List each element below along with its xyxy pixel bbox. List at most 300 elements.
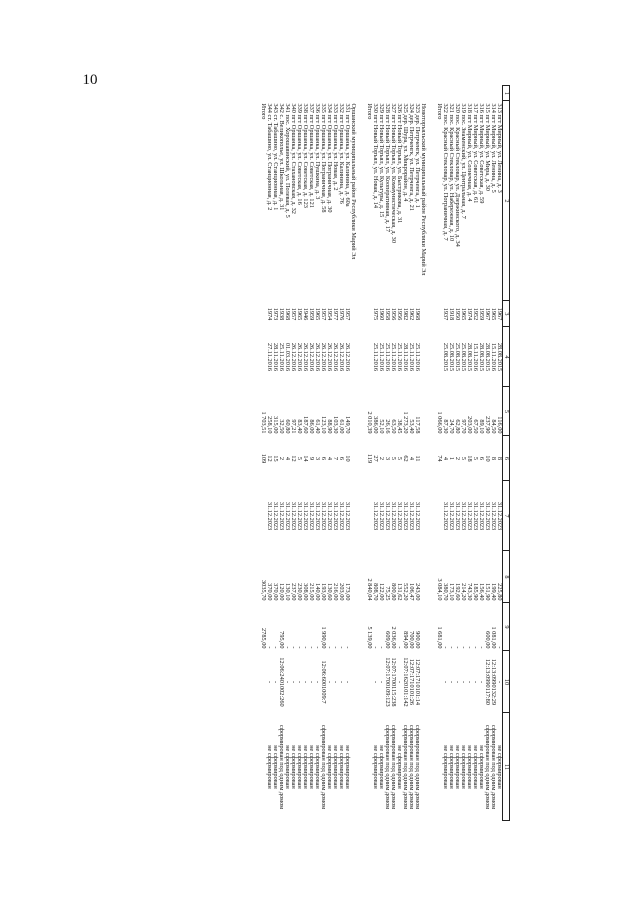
table-cell: 25.11.2016 [390,342,397,372]
table-cell: 743,30 [466,583,473,601]
table-cell: 3035,70 [260,580,267,601]
section-heading-row [420,86,432,821]
table-cell: не сформирован [472,745,479,789]
table-cell: 173,00 [344,583,351,601]
table-cell: 31.12.2023 [302,501,309,531]
table-cell: 1918 [448,307,455,321]
table-cell: 25.11.2016 [384,342,391,372]
table-cell: 120,00 [278,583,285,601]
table-cell: сформирован под одним домом [408,724,415,810]
table-cell: 216,00 [332,583,339,601]
table-cell: 600,00 [484,631,491,649]
table-cell: 319 пос. Знаменский, ул. Центральная, д. 7 [460,103,467,219]
column-number-header: 11 [503,713,510,821]
table-cell [372,86,378,101]
table-cell: 106,47 [408,583,415,601]
table-cell: 1 066,00 [436,411,443,434]
table-cell: 1967 [484,307,491,321]
table-cell: 1937 [442,307,449,321]
table-cell: - [344,646,351,649]
table-cell [490,86,496,101]
table-cell: 86,00 [308,419,315,434]
table-cell: не сформирован [290,745,297,789]
table-cell: 31.12.2023 [390,501,397,531]
table-cell [454,86,460,101]
table-cell [326,86,332,101]
table-cell: 1976 [338,307,345,321]
table-cell: 313 пгт Мирный, ул. Ленина, д. 3 [496,103,503,193]
table-cell [432,327,436,387]
table-cell: 27.11.2016 [266,342,273,372]
table-cell: 53,40 [408,419,415,434]
table-cell: 156,40 [478,583,485,601]
table-cell: 340 пгт Оршанка, ул. Стахановская, д. 32 [290,103,297,214]
table-cell: - [496,646,503,649]
table-cell: 31.12.2023 [478,501,485,531]
table-cell: 2 010,39 [366,411,373,434]
table-cell: 4 [442,456,449,461]
table-cell: 31.12.2023 [448,501,455,531]
table-cell [384,86,390,101]
table-cell: не сформирован [332,745,339,789]
table-cell: 87,30 [442,419,449,434]
table-cell: 131,62 [396,583,403,601]
table-cell [432,86,436,101]
table-cell: 199,40 [490,583,497,601]
table-cell: 117,58 [414,416,421,434]
table-cell: - [284,680,291,684]
table-cell: 5 139,00 [366,626,373,649]
table-cell: - [460,680,467,684]
table-cell: 52,10 [378,419,385,434]
table-cell: сформирован под одним домом [390,724,397,810]
table-cell: 28.08.2015 [466,342,473,372]
table-cell: 308,00 [302,583,309,601]
table-cell: 323 дер. Петрченгк, ул. Петрченга, д. 1 [414,103,421,208]
table-cell: 28.08.2015 [484,342,491,372]
table-cell: 32,50 [278,419,285,434]
page-number: 10 [82,72,98,88]
table-cell: 1965 [460,307,467,321]
table-cell: 5 [396,456,403,461]
table-cell: 61,00 [338,419,345,434]
table-cell: 31.12.2023 [490,501,497,531]
table-cell: 31.12.2023 [384,501,391,531]
table-cell [362,86,366,101]
table-cell [338,86,344,101]
table-cell: 5 [472,456,479,461]
table-cell: 2 840,04 [366,578,373,601]
table-cell: 3 084,10 [436,578,443,601]
table-cell: 63,50 [390,419,397,434]
table-cell: - [302,680,309,684]
table-cell: 8 [490,456,497,461]
table-cell: 62 [402,455,409,462]
table-cell: 800,80 [390,583,397,601]
table-cell: сформирован под одним домом [320,724,327,810]
table-cell: Оршанский муниципальный район Республики Марий Эл [350,103,357,260]
table-cell: 1965 [490,307,497,321]
table-cell: 75,25 [384,586,391,601]
table-cell [420,436,432,481]
table-cell: 894,00 [402,631,409,649]
table-cell: 1982 [402,307,409,321]
table-cell: 243,00 [414,583,421,601]
table-cell: - [496,680,503,684]
table-cell [414,86,420,101]
table-cell: не сформирован [478,745,485,789]
table-cell: 258,10 [266,416,273,434]
table-cell [484,86,490,101]
table-cell: 74 [436,455,443,462]
table-cell: - [472,680,479,684]
table-cell: 318 пгт Мирный, ул. Солнечная, д. 4 [466,103,473,202]
table-cell: 808,70 [372,583,379,601]
table-cell: 31.12.2023 [290,501,297,531]
table-cell: - [290,680,297,684]
table-cell: 215,00 [308,583,315,601]
table-cell [320,86,326,101]
table-cell [432,651,436,713]
table-cell: не сформирован [272,745,279,789]
table-cell [432,481,436,551]
table-cell: - [272,680,279,684]
table-cell: 27 [372,455,379,462]
table-cell: Итого [366,103,373,120]
table-cell: 24,70 [448,419,455,434]
table-cell: 314 пгт Мирный, ул. Ленина, д. 5 [490,103,497,193]
table-cell [366,86,372,101]
table-cell: 203,00 [338,583,345,601]
table-cell: 11 [414,455,421,462]
table-cell: 5 [460,456,467,461]
table-row [442,86,448,821]
table-cell: 332 пгт Оршанка, ул. Калинина, д. 76 [338,103,345,204]
table-cell [272,86,278,101]
table-cell: 1962 [408,307,415,321]
table-cell: 26.12.2016 [344,342,351,372]
table-cell: 237,90 [484,416,491,434]
table-cell [314,86,320,101]
table-cell: 25.11.2016 [408,342,415,372]
table-cell [344,86,350,101]
table-cell: 12:13:0990117:80 [484,659,491,705]
table-cell [332,86,338,101]
column-number-header: 4 [503,327,510,387]
table-cell: 1954 [326,307,333,321]
table-cell: 10 [344,455,351,462]
table-cell: 130,10 [284,583,291,601]
table-cell: 31.12.2023 [284,501,291,531]
table-cell [290,86,296,101]
table-cell [350,436,362,481]
table-row [496,86,503,821]
table-cell: 12 [290,455,297,462]
column-number-header: 5 [503,387,510,436]
table-cell [308,86,314,101]
table-cell: 317 пгт Мирный, ул. Советская, д. 61 [472,103,479,204]
column-number-header: 2 [503,101,510,301]
table-cell: 203,00 [466,416,473,434]
table-cell: - [378,680,385,684]
table-cell: - [314,680,321,684]
table-cell: 84,50 [490,419,497,434]
table-cell: не сформирован [296,745,303,789]
table-cell [420,651,432,713]
table-cell: не сформирован [308,745,315,789]
table-cell: сформирован под одним домом [414,724,421,810]
table-cell: 322 пос. Красный Стекловар, ул. Пограничная, д. 7 [442,103,449,241]
table-cell: 185,90 [472,583,479,601]
table-cell: 1950 [454,307,461,321]
table-cell: 341 пос. Хорошавинский, ул. Полевая, д. 5 [284,103,291,218]
table-cell: 795,00 [278,631,285,649]
table-cell: 12:06:6001009:7 [320,660,327,704]
table-cell: 370,00 [272,583,279,601]
table-cell [362,713,366,821]
table-cell: 15.11.2016 [490,342,497,372]
table-cell: - [454,646,461,649]
table-cell: 327 пгт Новый Торъял, ул. Коммунистическая, д. 30 [390,103,397,243]
table-cell: 5 [390,456,397,461]
table-cell [302,86,308,101]
table-cell: 2 [378,456,385,461]
table-cell: - [396,646,403,649]
table-cell [460,86,466,101]
table-cell [350,651,362,713]
table-cell [350,713,362,821]
table-cell: - [448,646,455,649]
table-cell: сформирован под одним домом [484,724,491,810]
table-cell [420,551,432,603]
table-cell: 7 [332,456,339,461]
table-cell: не сформирован [266,745,273,789]
table-cell: 25.08.2015 [460,342,467,372]
table-cell: - [478,680,485,684]
table-row [372,86,378,821]
table-cell [350,327,362,387]
table-cell: 12:07:1710101:26 [408,658,415,706]
table-cell: - [478,646,485,649]
table-cell: 116,00 [496,416,503,434]
table-cell: 1968 [284,307,291,321]
table-cell: 31.12.2023 [266,501,273,531]
table-cell [396,86,402,101]
table-cell: 31.12.2023 [466,501,473,531]
table-cell: 370,00 [266,583,273,601]
table-cell: не сформирован [496,745,503,789]
table-cell: 609,00 [384,631,391,649]
table-cell: 31.12.2023 [408,501,415,531]
column-number-header: 7 [503,481,510,551]
table-cell: 25.11.2016 [396,342,403,372]
table-cell: 344 ст. Табашино, ул. Станционная, д. 2 [266,103,273,211]
table-cell: 151,90 [484,583,491,601]
table-cell: 103,30 [332,416,339,434]
table-cell: 1957 [344,307,351,321]
table-cell [448,86,454,101]
table-cell: 25.08.2015 [448,342,455,372]
table-cell: - [314,646,321,649]
table-cell [266,86,272,101]
table-cell: 230,00 [296,583,303,601]
table-cell: 1959 [478,307,485,321]
table-cell: 1974 [266,307,273,321]
table-cell: - [396,680,403,684]
table-cell: не сформирован [302,745,309,789]
table-cell: 31.12.2023 [326,501,333,531]
table-cell: 26.12.2016 [314,342,321,372]
table-cell: 339 пгт Оршанка, ул. Советская, д. 16 [296,103,303,205]
table-cell: 1 273,20 [402,411,409,434]
table-row [266,86,272,821]
table-cell: 1959 [308,307,315,321]
table-cell: - [448,680,455,684]
table-cell: 320 пос. Красный Стекловар, ул. Дзержинского, д. 34 [454,103,461,247]
table-cell: 324 дер. Петрченгк, ул. Петрченга, д. 21 [408,103,415,211]
table-row [490,86,496,821]
table-cell: 2 036,00 [390,626,397,649]
table-cell: 321 пос. Красный Стекловар, ул. Набережная, д. 10 [448,103,455,242]
table-cell: - [326,680,333,684]
table-cell: 31.12.2023 [442,501,449,531]
table-cell: 334 пгт Оршанка, ул. Пограничная, д. 30 [326,103,333,213]
table-cell: 12:07:1710101:14 [414,658,421,706]
table-cell [278,86,284,101]
table-cell: - [296,646,303,649]
table-cell: 1974 [466,307,473,321]
table-cell: 31.12.2023 [296,501,303,531]
table-cell: 28.08.2015 [496,342,503,372]
table-cell: 316 пгт Мирный, ул. Советская, д. 59 [478,103,485,204]
table-cell: 1938 [278,307,285,321]
table-cell: 6 [320,456,327,461]
table-cell [402,86,408,101]
table-cell [362,651,366,713]
table-cell [420,603,432,651]
table-cell: 89,10 [478,419,485,434]
table-cell: - [296,680,303,684]
table-cell: 900,00 [414,631,421,649]
table-cell: 6 [338,456,345,461]
table-cell [420,481,432,551]
table-cell: 193,00 [320,583,327,601]
table-cell: 1965 [296,307,303,321]
table-cell: - [326,646,333,649]
table-cell: 342 с. Великополье, ул. Школьная, д. 31 [278,103,285,211]
table-cell: - [332,680,339,684]
table-cell [420,86,432,101]
table-cell: 31.12.2023 [460,501,467,531]
table-cell: 214,20 [460,583,467,601]
table-cell: 31.12.2023 [472,501,479,531]
table-cell: 31.12.2023 [496,501,503,531]
table-cell: - [266,680,273,684]
column-number-header: 6 [503,436,510,481]
table-cell: 83,40 [296,419,303,434]
table-cell: не сформирован [442,745,449,789]
table-cell [350,603,362,651]
table-cell [472,86,478,101]
table-cell: 12:06:2401002:260 [278,657,285,707]
table-cell: 25.08.2015 [454,342,461,372]
table-cell: не сформирован [396,745,403,789]
table-cell [350,387,362,436]
table-cell [362,327,366,387]
column-number-header: 8 [503,551,510,603]
table-cell: - [272,646,279,649]
table-cell: 1 703,51 [260,411,267,434]
table-cell: 28.11.2016 [272,342,279,372]
table-cell: не сформирован [448,745,455,789]
table-cell: 26.12.2016 [338,342,345,372]
table-cell: 25.11.2016 [414,342,421,372]
table-cell [408,86,414,101]
table-cell: не сформирован [344,745,351,789]
table-cell: 1956 [390,307,397,321]
table-cell: 119 [366,453,373,464]
table-cell: - [266,646,273,649]
table-cell [378,86,384,101]
table-cell: 122,00 [378,583,385,601]
table-cell: 26.12.2016 [290,342,297,372]
table-cell: не сформирован [326,745,333,789]
table-cell: - [308,680,315,684]
table-cell: 315 пгт Мирный, ул. Мира, д. 30 [484,103,491,191]
table-cell: - [442,680,449,684]
table-cell: 15.11.2016 [472,342,479,372]
table-cell: 12 [266,455,273,462]
table-cell: 173,10 [448,583,455,601]
table-cell: 97,70 [460,419,467,434]
table-cell: не сформирован [466,745,473,789]
table-cell: 12:07:1700109:123 [384,657,391,707]
table-cell: - [472,646,479,649]
table-cell [478,86,484,101]
table-cell [432,301,436,327]
table-cell: 1958 [384,307,391,321]
table-cell: не сформирован [314,745,321,789]
table-cell: 26.12.2016 [320,342,327,372]
table-cell: 26.12.2016 [302,342,309,372]
table-cell: 343 ст. Табашино, ул. Станционная, д. 1 [272,103,279,211]
column-number-header-row [503,86,510,821]
table-cell: 1975 [372,307,379,321]
table-cell: не сформирован [460,745,467,789]
table-cell: Итого [436,103,443,120]
table-cell: 1973 [272,307,279,321]
table-cell: 130,60 [326,583,333,601]
table-cell: 109 [260,453,267,464]
table-cell: - [302,646,309,649]
section-heading-row [350,86,362,821]
column-number-header: 1 [503,86,510,101]
table-cell: 386,00 [372,416,379,434]
table-cell: 26,16 [384,419,391,434]
table-cell: 25.11.2016 [278,342,285,372]
table-cell [284,86,290,101]
table-cell: 552,20 [402,583,409,601]
table-cell: не сформирован [284,745,291,789]
table-cell: 10 [484,455,491,462]
table-cell: - [378,646,385,649]
table-cell [296,86,302,101]
table-cell: 187,60 [302,416,309,434]
table-cell: 225,80 [496,583,503,601]
rotated-register-table [100,85,510,820]
table-cell: 31.12.2023 [332,501,339,531]
table-cell: 1965 [314,307,321,321]
